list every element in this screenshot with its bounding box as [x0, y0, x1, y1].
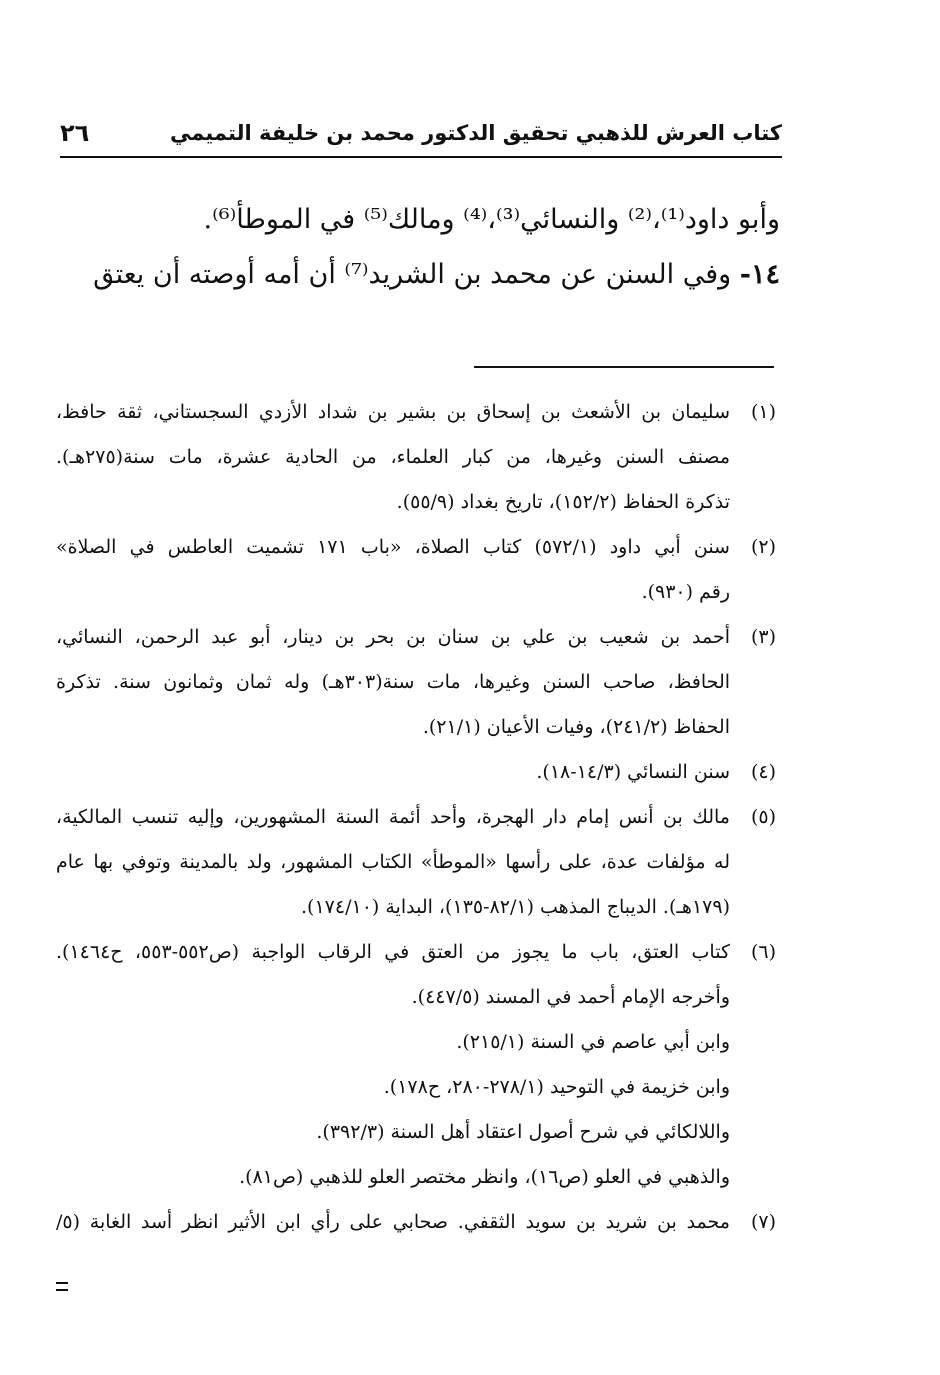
- footnote-line: (١٧٩هـ). الديباج المذهب (٨٢/١-١٣٥)، البداية (١٧٤/١٠).: [301, 896, 730, 918]
- footnote-line: وابن خزيمة في التوحيد (٢٧٨/١-٢٨٠، ح١٧٨).: [383, 1076, 730, 1098]
- footnote-4: [56, 750, 776, 795]
- footnote-line: رقم (٩٣٠).: [641, 581, 730, 603]
- footnote-number: (٢): [750, 536, 776, 558]
- footnote-3: [56, 615, 776, 750]
- footnote-5: [56, 795, 776, 930]
- footnote-line: مصنف السنن وغيرها، من كبار العلماء، من الحادية عشرة، مات سنة(٢٧٥هـ).: [56, 446, 730, 468]
- footnote-line: واللالكائي في شرح أصول اعتقاد أهل السنة (٣٩٢/٣).: [316, 1121, 730, 1143]
- paragraph-number: ١٤-: [739, 259, 780, 290]
- continuation-mark: [56, 1282, 68, 1291]
- paragraph-text: وفي السنن عن محمد بن الشريد⁽⁷⁾ أن أمه أوصته أن يعتق: [93, 259, 740, 290]
- main-text-line-2: [60, 255, 780, 295]
- running-header: [60, 112, 782, 154]
- footnote-number: (٦): [750, 941, 776, 963]
- footnotes: [56, 390, 776, 1245]
- footnote-line: له مؤلفات عدة، على رأسها «الموطأ» الكتاب المشهور، ولد بالمدينة وتوفي بها عام: [56, 851, 730, 873]
- footnote-number: (٥): [750, 806, 776, 828]
- footnote-7: [56, 1200, 776, 1245]
- page-number: ٢٦: [60, 119, 90, 147]
- footnote-line: سليمان بن الأشعث بن إسحاق بن بشير بن شداد الأزدي السجستاني، ثقة حافظ،: [56, 401, 730, 423]
- footnote-line: أحمد بن شعيب بن علي بن سنان بن بحر بن دينار، أبو عبد الرحمن، النسائي،: [56, 626, 730, 648]
- footnote-line: سنن أبي داود (٥٧٢/١) كتاب الصلاة، «باب ١٧١ تشميت العاطس في الصلاة»: [56, 536, 730, 558]
- footnote-line: مالك بن أنس إمام دار الهجرة، وأحد أئمة السنة المشهورين، وإليه تنسب المالكية،: [56, 806, 730, 828]
- header-rule: [60, 156, 782, 158]
- footnote-line: وأخرجه الإمام أحمد في المسند (٤٤٧/٥).: [411, 986, 730, 1008]
- footnote-line: كتاب العتق، باب ما يجوز من العتق في الرقاب الواجبة (ص٥٥٢-٥٥٣، ح١٤٦٤).: [56, 941, 730, 963]
- footnote-number: (٤): [750, 761, 776, 783]
- book-title: كتاب العرش للذهبي تحقيق الدكتور محمد بن خليفة التميمي: [170, 121, 782, 145]
- footnote-1: [56, 390, 776, 525]
- footnote-line: سنن النسائي (١٤/٣-١٨).: [536, 761, 730, 783]
- footnote-line: الحفاظ (٢٤١/٢)، وفيات الأعيان (٢١/١).: [422, 716, 730, 738]
- footnote-number: (٧): [750, 1211, 776, 1233]
- footnote-line: الحافظ، صاحب السنن وغيرها، مات سنة(٣٠٣هـ) وله ثمان وثمانون سنة. تذكرة: [56, 671, 731, 693]
- footnote-number: (١): [750, 401, 776, 423]
- footnote-2: [56, 525, 776, 615]
- footnote-number: (٣): [750, 626, 776, 648]
- footnote-line: محمد بن شريد بن سويد الثقفي. صحابي على رأي ابن الأثير انظر أسد الغابة (٥/: [56, 1211, 730, 1233]
- footnote-separator: [474, 366, 774, 368]
- footnote-line: تذكرة الحفاظ (١٥٢/٢)، تاريخ بغداد (٥٥/٩).: [396, 491, 730, 513]
- footnote-6: [56, 930, 776, 1200]
- footnote-line: وابن أبي عاصم في السنة (٢١٥/١).: [456, 1031, 730, 1053]
- footnote-line: والذهبي في العلو (ص١٦)، وانظر مختصر العلو للذهبي (ص٨١).: [239, 1166, 730, 1188]
- main-text-line-1: وأبو داود⁽¹⁾،⁽²⁾ والنسائي⁽³⁾،⁽⁴⁾ ومالك⁽⁵⁾ في الموطأ⁽⁶⁾.: [203, 204, 780, 235]
